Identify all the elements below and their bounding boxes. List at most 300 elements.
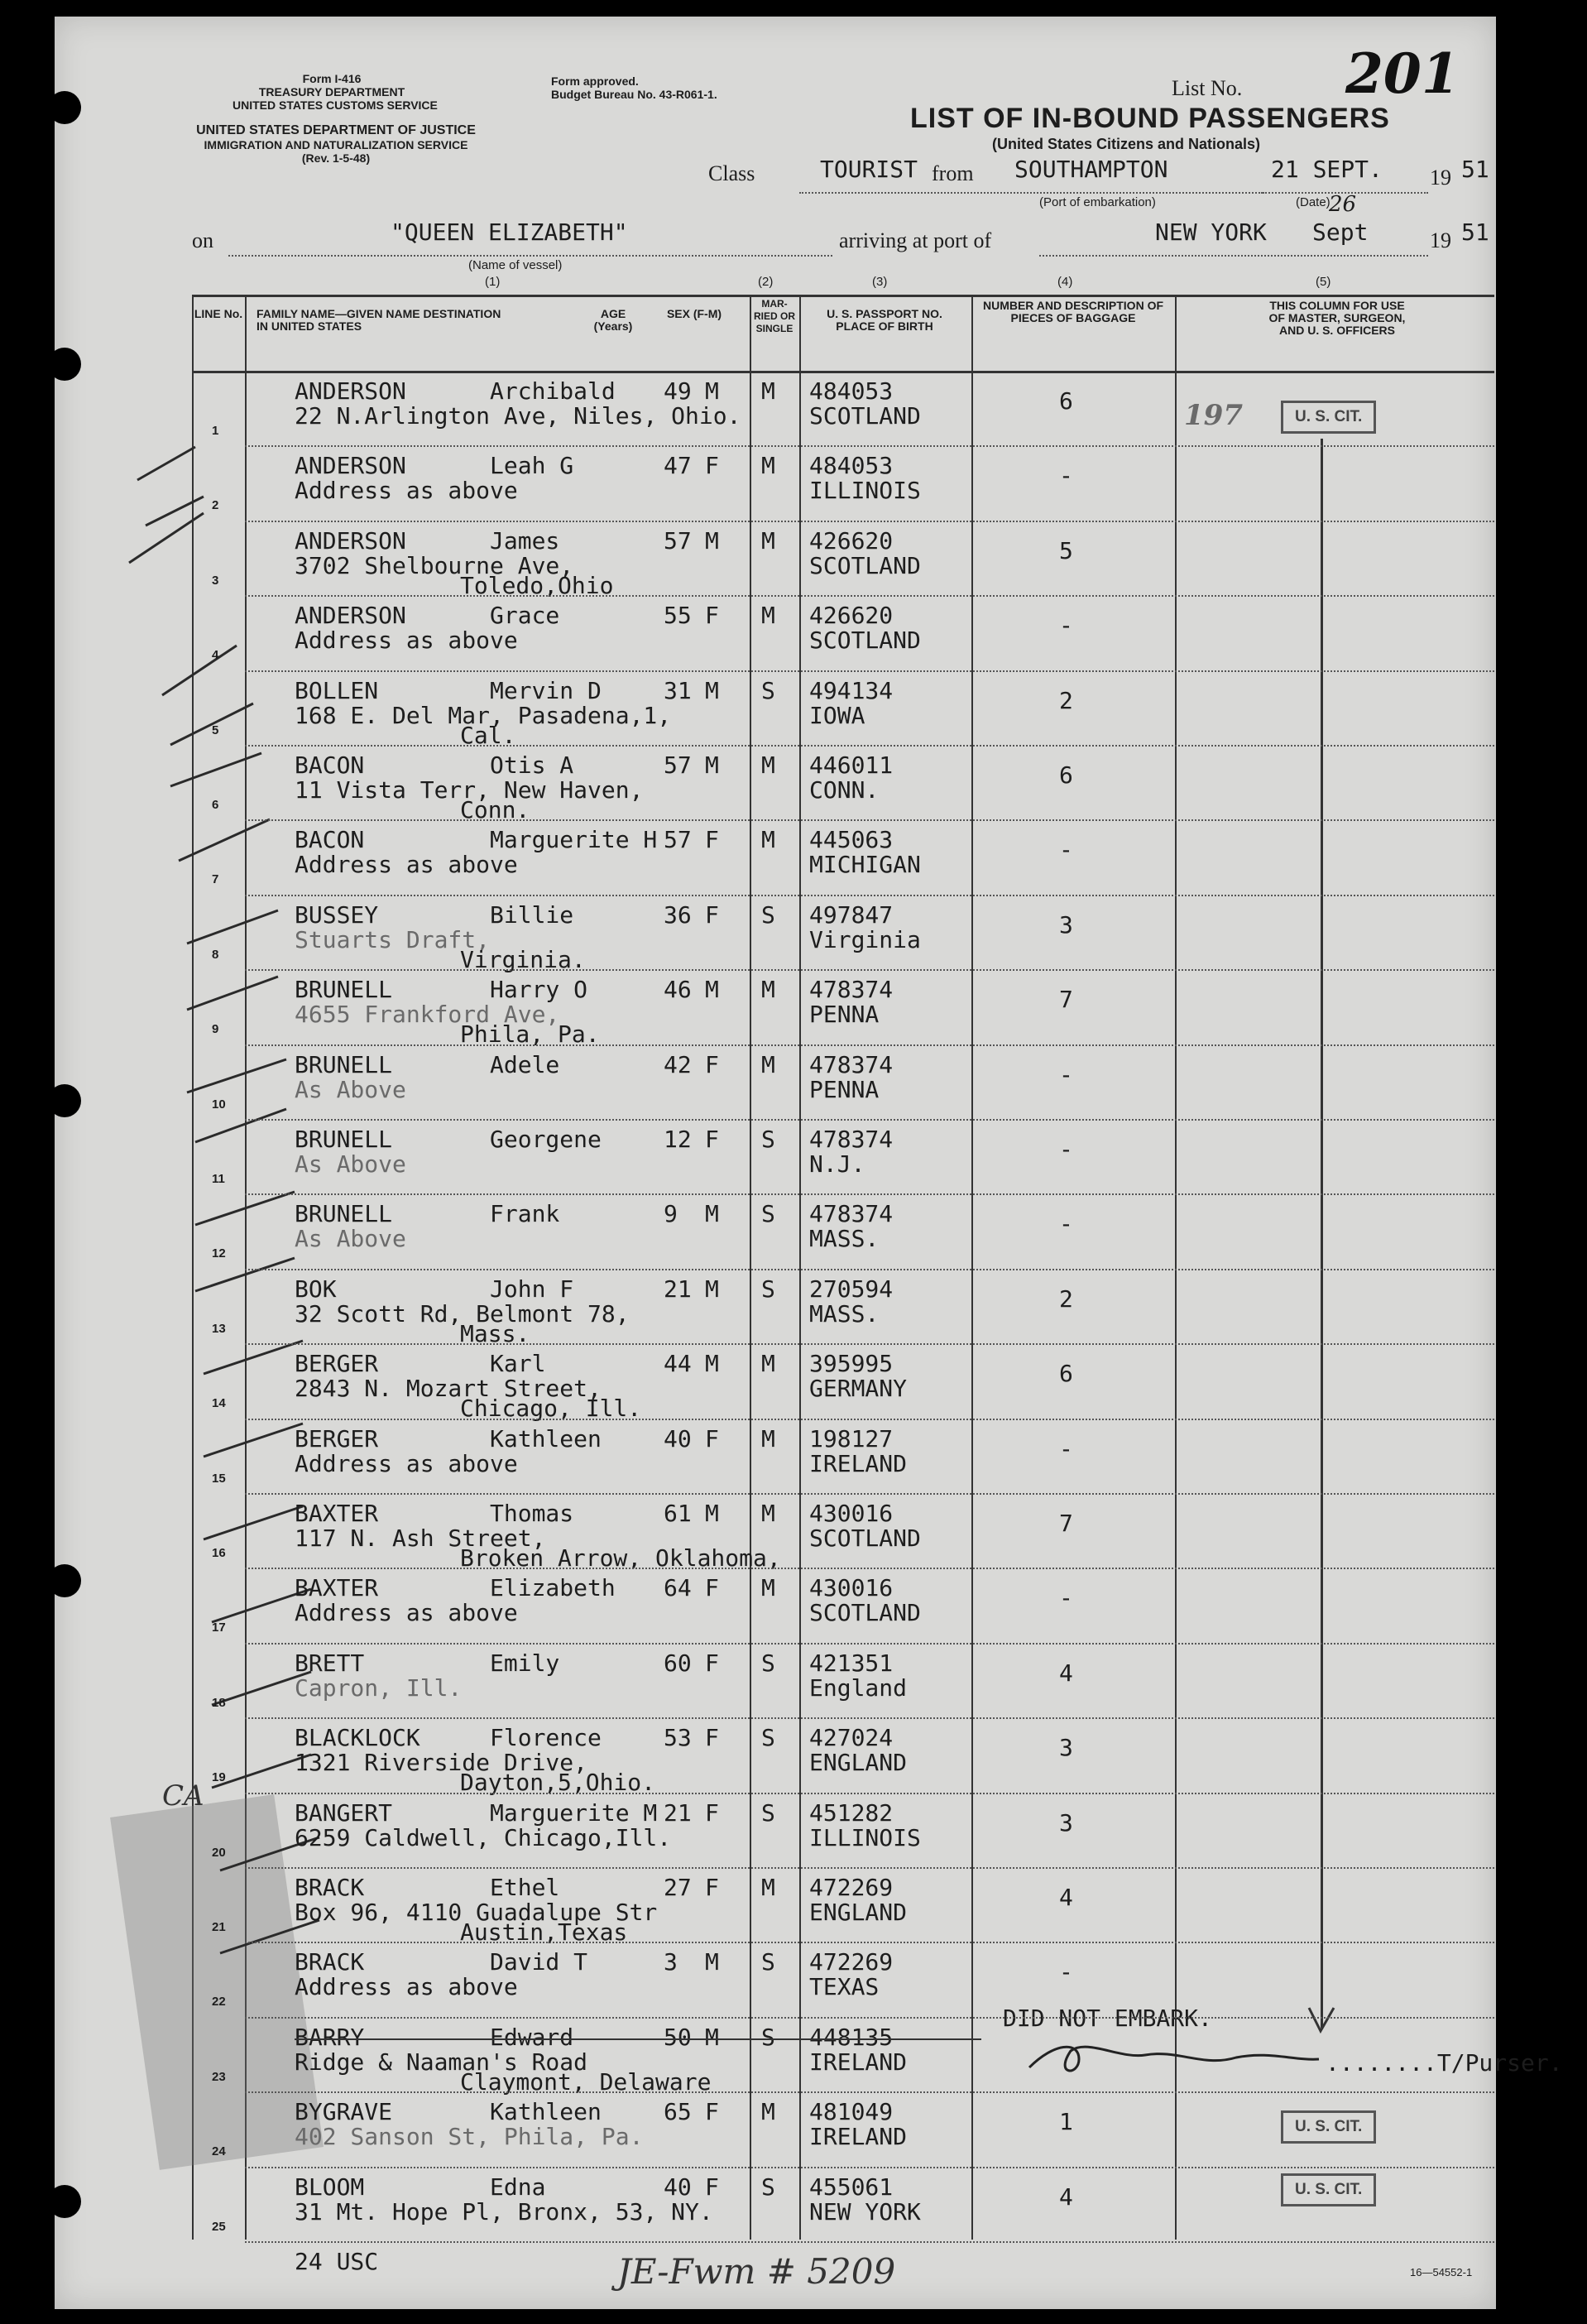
line-number: 21 — [212, 1920, 226, 1934]
col-index-4: (4) — [1057, 275, 1073, 289]
place-of-birth: ENGLAND — [809, 1899, 908, 1926]
given-name: James — [490, 526, 560, 555]
col-index-3: (3) — [872, 275, 888, 289]
family-name: BYGRAVE — [295, 2098, 393, 2126]
address: Address as above — [295, 1973, 518, 2001]
row-divider — [245, 745, 1494, 747]
address: Box 96, 4110 Guadalupe Str — [295, 1899, 658, 1926]
address: Address as above — [295, 477, 518, 505]
row-divider — [245, 1867, 1494, 1869]
age: 57 — [664, 751, 692, 779]
row-divider — [245, 2241, 1494, 2243]
address: Address as above — [295, 627, 518, 655]
margin-note: CA — [162, 1779, 204, 1813]
address: 6259 Caldwell, Chicago,Ill. — [295, 1823, 672, 1851]
purser-label: T/Purser. — [1436, 2049, 1563, 2077]
passenger-manifest-page — [55, 17, 1563, 2309]
family-name: ANDERSON — [295, 602, 406, 630]
line-number: 14 — [212, 1396, 226, 1411]
address: As Above — [295, 1150, 406, 1178]
passport-number: 445063 — [809, 826, 894, 854]
place-of-birth: ILLINOIS — [809, 1823, 921, 1851]
place-of-birth: England — [809, 1673, 908, 1702]
given-name: David T — [490, 1948, 588, 1976]
baggage-count: 6 — [1059, 1360, 1073, 1388]
sex: M — [705, 1275, 719, 1303]
line-number: 10 — [212, 1097, 226, 1112]
address: Ridge & Naaman's Road — [295, 2048, 588, 2076]
baggage-count: - — [1059, 1210, 1073, 1238]
given-name: Frank — [490, 1200, 560, 1228]
baggage-count: 3 — [1059, 910, 1073, 939]
punch-hole — [48, 1564, 81, 1597]
stamp-number: 197 — [1184, 399, 1243, 432]
sex: M — [705, 526, 719, 555]
passport-number: 430016 — [809, 1574, 894, 1602]
col-sex: SEX (F-M) — [666, 307, 722, 320]
row-divider — [245, 1343, 1494, 1345]
baggage-count: 7 — [1059, 986, 1073, 1014]
row-divider — [245, 969, 1494, 971]
sex: M — [705, 976, 719, 1004]
justice-dept: UNITED STATES DEPARTMENT OF JUSTICE — [196, 123, 476, 137]
passport-number: 472269 — [809, 1948, 894, 1976]
passport-number: 451282 — [809, 1798, 894, 1827]
marital-status: S — [761, 900, 775, 929]
budget-bureau: Budget Bureau No. 43-R061-1. — [551, 88, 717, 101]
baggage-count: 4 — [1059, 2182, 1073, 2211]
address: 3702 Shelbourne Ave, — [295, 551, 574, 579]
address: 22 N.Arlington Ave, Niles, Ohio. — [295, 402, 741, 430]
age: 64 — [664, 1574, 692, 1602]
place-of-birth: PENNA — [809, 1075, 880, 1103]
address-line-2: Chicago, Ill. — [460, 1395, 642, 1423]
passport-number: 427024 — [809, 1724, 894, 1752]
family-name: BACON — [295, 826, 365, 854]
passport-number: 478374 — [809, 1126, 894, 1153]
address: Stuarts Draft, — [295, 925, 491, 953]
place-of-birth: IRELAND — [809, 2048, 908, 2076]
marital-status: M — [761, 2098, 775, 2126]
purser-title: ........T/Purser. — [1326, 2049, 1563, 2077]
marital-status: M — [761, 976, 775, 1004]
line-number: 18 — [212, 1695, 226, 1710]
passport-number: 198127 — [809, 1424, 894, 1452]
baggage-count: 4 — [1059, 1659, 1073, 1687]
sex: M — [705, 2023, 719, 2051]
address: 2843 N. Mozart Street, — [295, 1375, 602, 1403]
sex: F — [705, 1798, 719, 1827]
marital-status: S — [761, 2023, 775, 2051]
given-name: Otis A — [490, 751, 574, 779]
arriving-label: arriving at port of — [839, 228, 992, 252]
given-name: John F — [490, 1275, 574, 1303]
line-number: 11 — [212, 1172, 225, 1186]
passport-number: 497847 — [809, 900, 894, 929]
baggage-count: 7 — [1059, 1510, 1073, 1537]
line-number: 3 — [212, 573, 219, 588]
sex: F — [705, 1424, 719, 1452]
age: 57 — [664, 526, 692, 555]
row-divider — [245, 1419, 1494, 1420]
sex: F — [705, 1874, 719, 1901]
line-number: 6 — [212, 798, 219, 812]
punch-hole — [48, 91, 81, 124]
line-number: 25 — [212, 2219, 226, 2234]
row-divider — [245, 2167, 1494, 2168]
col-index-5: (5) — [1316, 275, 1331, 289]
given-name: Edna — [490, 2173, 546, 2201]
line-number: 1 — [212, 424, 219, 438]
baggage-count: 2 — [1059, 1284, 1073, 1313]
marital-status: M — [761, 1350, 775, 1378]
address-line-2: Claymont, Delaware — [460, 2067, 712, 2096]
address-line-2: Dayton,5,Ohio. — [460, 1769, 656, 1797]
passport-number: 421351 — [809, 1649, 894, 1677]
port-caption: (Port of embarkation) — [1039, 195, 1156, 209]
baggage-count: 4 — [1059, 1884, 1073, 1911]
marital-status: M — [761, 602, 775, 630]
age: 60 — [664, 1649, 692, 1677]
age: 44 — [664, 1350, 692, 1378]
vessel-name: "QUEEN ELIZABETH" — [391, 218, 628, 246]
form-number: Form I-416 — [302, 72, 362, 85]
treasury-dept: TREASURY DEPARTMENT — [258, 85, 405, 98]
given-name: Harry O — [490, 976, 588, 1004]
sex: M — [705, 676, 719, 704]
place-of-birth: GERMANY — [809, 1375, 908, 1403]
address: As Above — [295, 1075, 406, 1103]
place-of-birth: SCOTLAND — [809, 1599, 921, 1627]
form-approved: Form approved. — [551, 74, 639, 88]
line-number: 23 — [212, 2069, 226, 2084]
marital-status: M — [761, 526, 775, 555]
passport-number: 481049 — [809, 2098, 894, 2126]
age: 36 — [664, 900, 692, 929]
place-of-birth: MICHIGAN — [809, 851, 921, 879]
marital-status: S — [761, 676, 775, 704]
sex: M — [705, 1500, 719, 1527]
sex: F — [705, 1050, 719, 1078]
family-name: BANGERT — [295, 1798, 393, 1827]
baggage-count: - — [1059, 612, 1073, 640]
line-number: 22 — [212, 1995, 226, 2009]
address-line-2: Virginia. — [460, 945, 586, 973]
place-of-birth: MASS. — [809, 1225, 880, 1253]
passport-number: 395995 — [809, 1350, 894, 1378]
baggage-count: - — [1059, 836, 1073, 864]
sex: M — [705, 377, 719, 405]
line-number: 7 — [212, 872, 219, 887]
line-number: 24 — [212, 2144, 226, 2159]
did-not-embark-note: DID NOT EMBARK. — [1003, 2005, 1212, 2032]
sex: F — [705, 1724, 719, 1752]
address-line-2: Cal. — [460, 721, 516, 749]
bottom-handwriting: JE-Fwm # 5209 — [617, 2251, 896, 2292]
given-name: Archibald — [490, 377, 616, 405]
place-of-birth: CONN. — [809, 776, 880, 804]
line-number: 9 — [212, 1022, 219, 1037]
given-name: Mervin D — [490, 676, 602, 704]
age: 31 — [664, 676, 692, 704]
ins-service: IMMIGRATION AND NATURALIZATION SERVICE — [204, 138, 468, 151]
place-of-birth: IRELAND — [809, 1449, 908, 1477]
baggage-count: 3 — [1059, 1808, 1073, 1837]
given-name: Emily — [490, 1649, 560, 1677]
address: Address as above — [295, 1599, 518, 1627]
list-no-label: List No. — [1172, 76, 1243, 100]
family-name: ANDERSON — [295, 377, 406, 405]
passport-number: 484053 — [809, 452, 894, 480]
passport-number: 484053 — [809, 377, 894, 405]
sex: F — [705, 2098, 719, 2126]
place-of-birth: ENGLAND — [809, 1749, 908, 1777]
line-number: 12 — [212, 1246, 226, 1261]
marital-status: M — [761, 1050, 775, 1078]
family-name: BACON — [295, 751, 365, 779]
marital-status: S — [761, 1649, 775, 1677]
strike-through — [295, 2038, 981, 2040]
arrow-down-icon — [1304, 2003, 1340, 2036]
age: 57 — [664, 826, 692, 854]
place-of-birth: MASS. — [809, 1299, 880, 1328]
place-of-birth: NEW YORK — [809, 2197, 921, 2226]
row-divider — [245, 1193, 1494, 1195]
sex: M — [705, 1350, 719, 1378]
line-number: 20 — [212, 1845, 226, 1860]
given-name: Thomas — [490, 1500, 574, 1527]
class-label: Class — [708, 161, 755, 185]
col-index-2: (2) — [758, 275, 774, 289]
class-value: TOURIST — [820, 156, 918, 183]
address: 32 Scott Rd, Belmont 78, — [295, 1299, 630, 1328]
customs-service: UNITED STATES CUSTOMS SERVICE — [233, 98, 438, 112]
given-name: Marguerite H — [490, 826, 658, 854]
place-of-birth: IRELAND — [809, 2123, 908, 2151]
age: 50 — [664, 2023, 692, 2051]
family-name: ANDERSON — [295, 452, 406, 480]
age: 27 — [664, 1874, 692, 1901]
purser-signature — [1021, 2034, 1335, 2082]
row-divider — [245, 819, 1494, 821]
given-name: Edward — [490, 2023, 574, 2051]
passport-number: 446011 — [809, 751, 894, 779]
sex: F — [705, 1649, 719, 1677]
row-divider — [245, 1568, 1494, 1569]
marital-status: M — [761, 1874, 775, 1901]
passport-number: 478374 — [809, 976, 894, 1004]
baggage-count: 2 — [1059, 686, 1073, 714]
line-number: 19 — [212, 1770, 226, 1785]
col-officers: THIS COLUMN FOR USE OF MASTER, SURGEON, AND U. S. OFFICERS — [1268, 299, 1406, 337]
marital-status: M — [761, 1500, 775, 1527]
marital-status: M — [761, 826, 775, 854]
arrival-month: Sept — [1312, 218, 1369, 246]
age: 21 — [664, 1275, 692, 1303]
given-name: Kathleen — [490, 1424, 602, 1452]
passport-number: 494134 — [809, 676, 894, 704]
bottom-note: 24 USC — [295, 2248, 379, 2275]
sex: F — [705, 602, 719, 630]
line-number: 17 — [212, 1621, 226, 1635]
passport-number: 472269 — [809, 1874, 894, 1901]
family-name: BOK — [295, 1275, 337, 1303]
passport-number: 478374 — [809, 1050, 894, 1078]
sex: F — [705, 900, 719, 929]
passport-number: 448135 — [809, 2023, 894, 2051]
age: 47 — [664, 452, 692, 480]
line-number: 13 — [212, 1321, 226, 1336]
family-name: BAXTER — [295, 1574, 379, 1602]
row-divider — [245, 1269, 1494, 1270]
marital-status: S — [761, 1798, 775, 1827]
year-suffix: 51 — [1461, 156, 1489, 183]
family-name: BAXTER — [295, 1500, 379, 1527]
address-line-2: Broken Arrow, Oklahoma, — [460, 1544, 781, 1572]
baggage-count: - — [1059, 1060, 1073, 1088]
arrival-port: NEW YORK — [1155, 218, 1267, 246]
row-divider — [245, 1717, 1494, 1719]
family-name: BOLLEN — [295, 676, 379, 704]
family-name: BRACK — [295, 1948, 365, 1976]
family-name: ANDERSON — [295, 526, 406, 555]
line-number: 5 — [212, 723, 219, 737]
passport-number: 426620 — [809, 602, 894, 630]
embark-port: SOUTHAMPTON — [1014, 156, 1168, 183]
line-number: 8 — [212, 947, 219, 962]
row-divider — [245, 445, 1494, 447]
age: 40 — [664, 2173, 692, 2201]
age: 42 — [664, 1050, 692, 1078]
row-divider — [245, 1942, 1494, 1943]
us-cit-stamp-2: U. S. CIT. — [1281, 2110, 1376, 2144]
sex: F — [705, 2173, 719, 2201]
marital-status: M — [761, 377, 775, 405]
row-divider — [245, 521, 1494, 522]
date-caption: (Date) — [1296, 195, 1330, 209]
place-of-birth: SCOTLAND — [809, 402, 921, 430]
baggage-count: - — [1059, 1584, 1073, 1612]
family-name: BRACK — [295, 1874, 365, 1901]
marital-status: M — [761, 452, 775, 480]
sex: M — [705, 1200, 719, 1228]
sail-date: 21 SEPT. — [1271, 156, 1383, 183]
given-name: Karl — [490, 1350, 546, 1378]
age: 9 — [664, 1200, 678, 1228]
punch-hole — [48, 348, 81, 381]
row-divider — [245, 1643, 1494, 1645]
place-of-birth: SCOTLAND — [809, 1525, 921, 1552]
address-line-2: Toledo,Ohio — [460, 571, 614, 599]
age: 12 — [664, 1126, 692, 1153]
punch-hole — [48, 2185, 81, 2218]
place-of-birth: Virginia — [809, 925, 921, 953]
family-name: BRUNELL — [295, 1050, 393, 1078]
age: 40 — [664, 1424, 692, 1452]
address-line-2: Austin,Texas — [460, 1918, 628, 1946]
arrival-day: 26 — [1329, 192, 1357, 217]
sex: F — [705, 452, 719, 480]
address: 11 Vista Terr, New Haven, — [295, 776, 644, 804]
given-name: Billie — [490, 900, 574, 929]
row-divider — [245, 2017, 1494, 2019]
baggage-count: 6 — [1059, 387, 1073, 415]
line-number: 4 — [212, 648, 219, 663]
family-name: BRUNELL — [295, 976, 393, 1004]
address: 168 E. Del Mar, Pasadena,1, — [295, 701, 672, 729]
family-name: BUSSEY — [295, 900, 379, 929]
age: 65 — [664, 2098, 692, 2126]
col-line: LINE No. — [194, 307, 243, 320]
address-line-2: Conn. — [460, 796, 530, 823]
marital-status: M — [761, 751, 775, 779]
given-name: Elizabeth — [490, 1574, 616, 1602]
place-of-birth: PENNA — [809, 1001, 880, 1029]
form-code: 16—54552-1 — [1410, 2266, 1473, 2278]
place-of-birth: SCOTLAND — [809, 551, 921, 579]
col-age: AGE (Years) — [593, 307, 633, 333]
passport-number: 426620 — [809, 526, 894, 555]
place-of-birth: N.J. — [809, 1150, 865, 1178]
marital-status: S — [761, 1724, 775, 1752]
document-subtitle: (United States Citizens and Nationals) — [992, 136, 1261, 152]
address-line-2: Phila, Pa. — [460, 1020, 600, 1049]
sex: F — [705, 826, 719, 854]
given-name: Adele — [490, 1050, 560, 1078]
age: 53 — [664, 1724, 692, 1752]
family-name: BERGER — [295, 1424, 379, 1452]
arrival-year-suffix: 51 — [1461, 218, 1489, 246]
given-name: Georgene — [490, 1126, 602, 1153]
col-index-1: (1) — [485, 275, 501, 289]
marital-status: M — [761, 1424, 775, 1452]
baggage-count: 3 — [1059, 1734, 1073, 1762]
age: 61 — [664, 1500, 692, 1527]
baggage-count: - — [1059, 462, 1073, 490]
line-number: 16 — [212, 1546, 226, 1560]
baggage-count: - — [1059, 1434, 1073, 1462]
punch-hole — [48, 1084, 81, 1117]
from-label: from — [932, 161, 974, 185]
given-name: Marguerite M — [490, 1798, 658, 1827]
sex: M — [705, 751, 719, 779]
place-of-birth: TEXAS — [809, 1973, 880, 2001]
address: 1321 Riverside Drive, — [295, 1749, 588, 1777]
row-divider — [245, 1493, 1494, 1495]
age: 46 — [664, 976, 692, 1004]
passport-number: 455061 — [809, 2173, 894, 2201]
age: 21 — [664, 1798, 692, 1827]
family-name: BARRY — [295, 2023, 365, 2051]
list-number: 201 — [1345, 41, 1460, 106]
address: 4655 Frankford Ave, — [295, 1001, 560, 1029]
sex: M — [705, 1948, 719, 1976]
col-passport: U. S. PASSPORT NO. PLACE OF BIRTH — [827, 307, 942, 333]
given-name: Grace — [490, 602, 560, 630]
us-cit-stamp-1: U. S. CIT. — [1281, 401, 1376, 434]
given-name: Kathleen — [490, 2098, 602, 2126]
address: 402 Sanson St, Phila, Pa. — [295, 2123, 644, 2151]
row-divider — [245, 1793, 1494, 1794]
year-prefix: 19 — [1430, 166, 1451, 190]
family-name: BERGER — [295, 1350, 379, 1378]
address: 117 N. Ash Street, — [295, 1525, 546, 1552]
line-number: 2 — [212, 498, 219, 513]
col-baggage: NUMBER AND DESCRIPTION OF PIECES OF BAGGAGE — [982, 299, 1164, 324]
revision: (Rev. 1-5-48) — [301, 151, 371, 165]
passport-number: 270594 — [809, 1275, 894, 1303]
place-of-birth: SCOTLAND — [809, 627, 921, 655]
